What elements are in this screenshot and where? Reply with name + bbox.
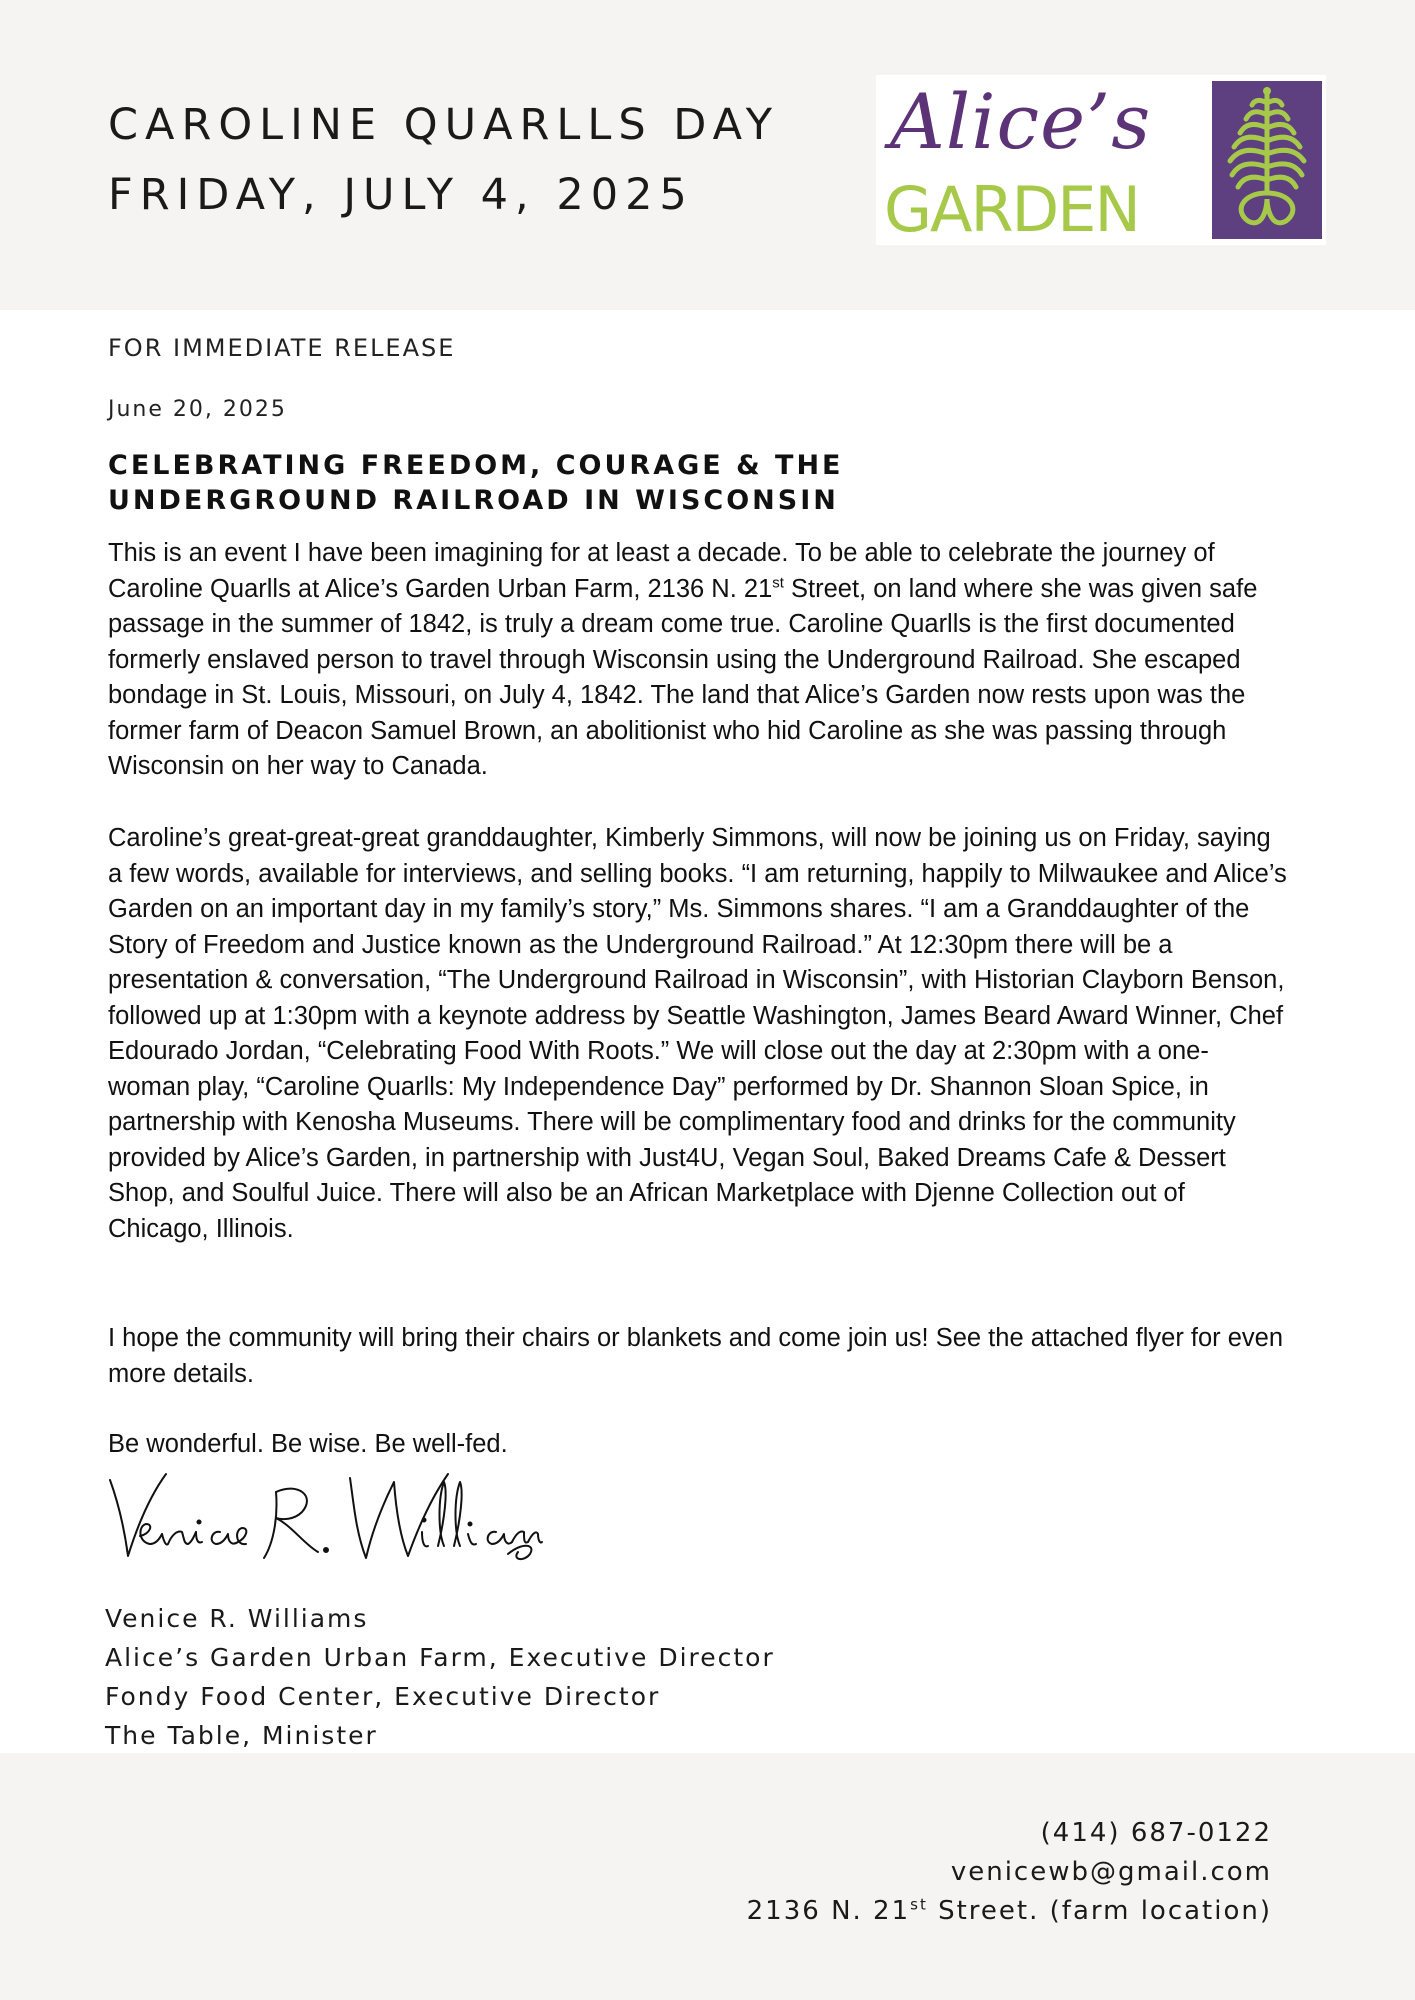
address-superscript: st — [910, 1895, 928, 1914]
logo-word-text: GARDEN — [884, 173, 1139, 246]
signer-name: Venice R. Williams — [105, 1604, 369, 1633]
contact-phone[interactable]: (414) 687-0122 — [1040, 1818, 1272, 1848]
signer-title-2: Fondy Food Center, Executive Director — [105, 1682, 661, 1711]
address-text-a: 2136 N. 21 — [746, 1896, 911, 1926]
alices-garden-logo — [876, 75, 1326, 245]
release-date: June 20, 2025 — [108, 397, 287, 422]
headline: CELEBRATING FREEDOM, COURAGE & THE UNDERGROUND RAILROAD IN WISCONSIN — [108, 450, 844, 516]
signer-title-1: Alice’s Garden Urban Farm, Executive Director — [105, 1643, 775, 1672]
body-paragraph-1 — [108, 536, 1288, 785]
contact-address — [747, 1892, 1272, 1931]
event-date: FRIDAY, JULY 4, 2025 — [108, 170, 694, 220]
p1-text-a: This is an event I have been imagining for at least a decade. To be able to celebrate the journey of Caroline Quarlls at Alice’s Garden Urban Farm, 2136 N. 21 — [108, 539, 1215, 603]
p1-text-b: Street, on land where she was given safe passage in the summer of 1842, is truly a dream come true. Caroline Quarlls is the first documented formerly enslaved person to travel through Wisconsin using the Underground Railroad. She escaped bondage in St. Louis, Missouri, on July 4, 1842. The land that Alice’s Garden now rests upon was the former farm of Deacon Samuel Brown, an abolitionist who hid Caroline as she was passing through Wisconsin on her way to Canada. — [108, 574, 1258, 780]
logo-script-text: Alice’s — [890, 77, 1152, 166]
address-text-b: Street. (farm location) — [927, 1896, 1272, 1926]
p1-superscript: st — [772, 574, 784, 591]
body-paragraph-2: Caroline’s great-great-great granddaughter, Kimberly Simmons, will now be joining us on Friday, saying a few words, available for interviews, and selling books. “I am returning, happily to Milwaukee and Alice’s Garden on an important day in my family’s story,” Ms. Simmons shares. “I am a Granddaughter of the Story of Freedom and Justice known as the Underground Railroad.” At 12:30pm there will be a presentation & conversation, “The Underground Railroad in Wisconsin”, with Historian Clayborn Benson, followed up at 1:30pm with a keynote address by Seattle Washington, James Beard Award Winner, Chef Edourado Jordan, “Celebrating Food With Roots.” We will close out the day at 2:30pm with a one-woman play, “Caroline Quarlls: My Independence Day” performed by Dr. Shannon Sloan Spice, in partnership with Kenosha Museums. There will be complimentary food and drinks for the community provided by Alice’s Garden, in partnership with Just4U, Vegan Soul, Baked Dreams Cafe & Dessert Shop, and Soulful Juice. There will also be an African Marketplace with Djenne Collection out of Chicago, Illinois. — [108, 824, 1287, 1243]
handwritten-signature — [104, 1462, 544, 1572]
signature-block — [105, 1599, 775, 1755]
event-title: CAROLINE QUARLLS DAY — [108, 100, 779, 150]
contact-block — [747, 1814, 1272, 1931]
signer-title-3: The Table, Minister — [105, 1721, 378, 1750]
plant-emblem-icon — [1212, 81, 1322, 239]
body-paragraph-3: I hope the community will bring their chairs or blankets and come join us! See the attached flyer for even more details. — [108, 1324, 1284, 1388]
closing-line: Be wonderful. Be wise. Be well-fed. — [108, 1430, 508, 1458]
contact-email[interactable]: venicewb@gmail.com — [950, 1857, 1272, 1887]
release-label: FOR IMMEDIATE RELEASE — [108, 334, 456, 362]
